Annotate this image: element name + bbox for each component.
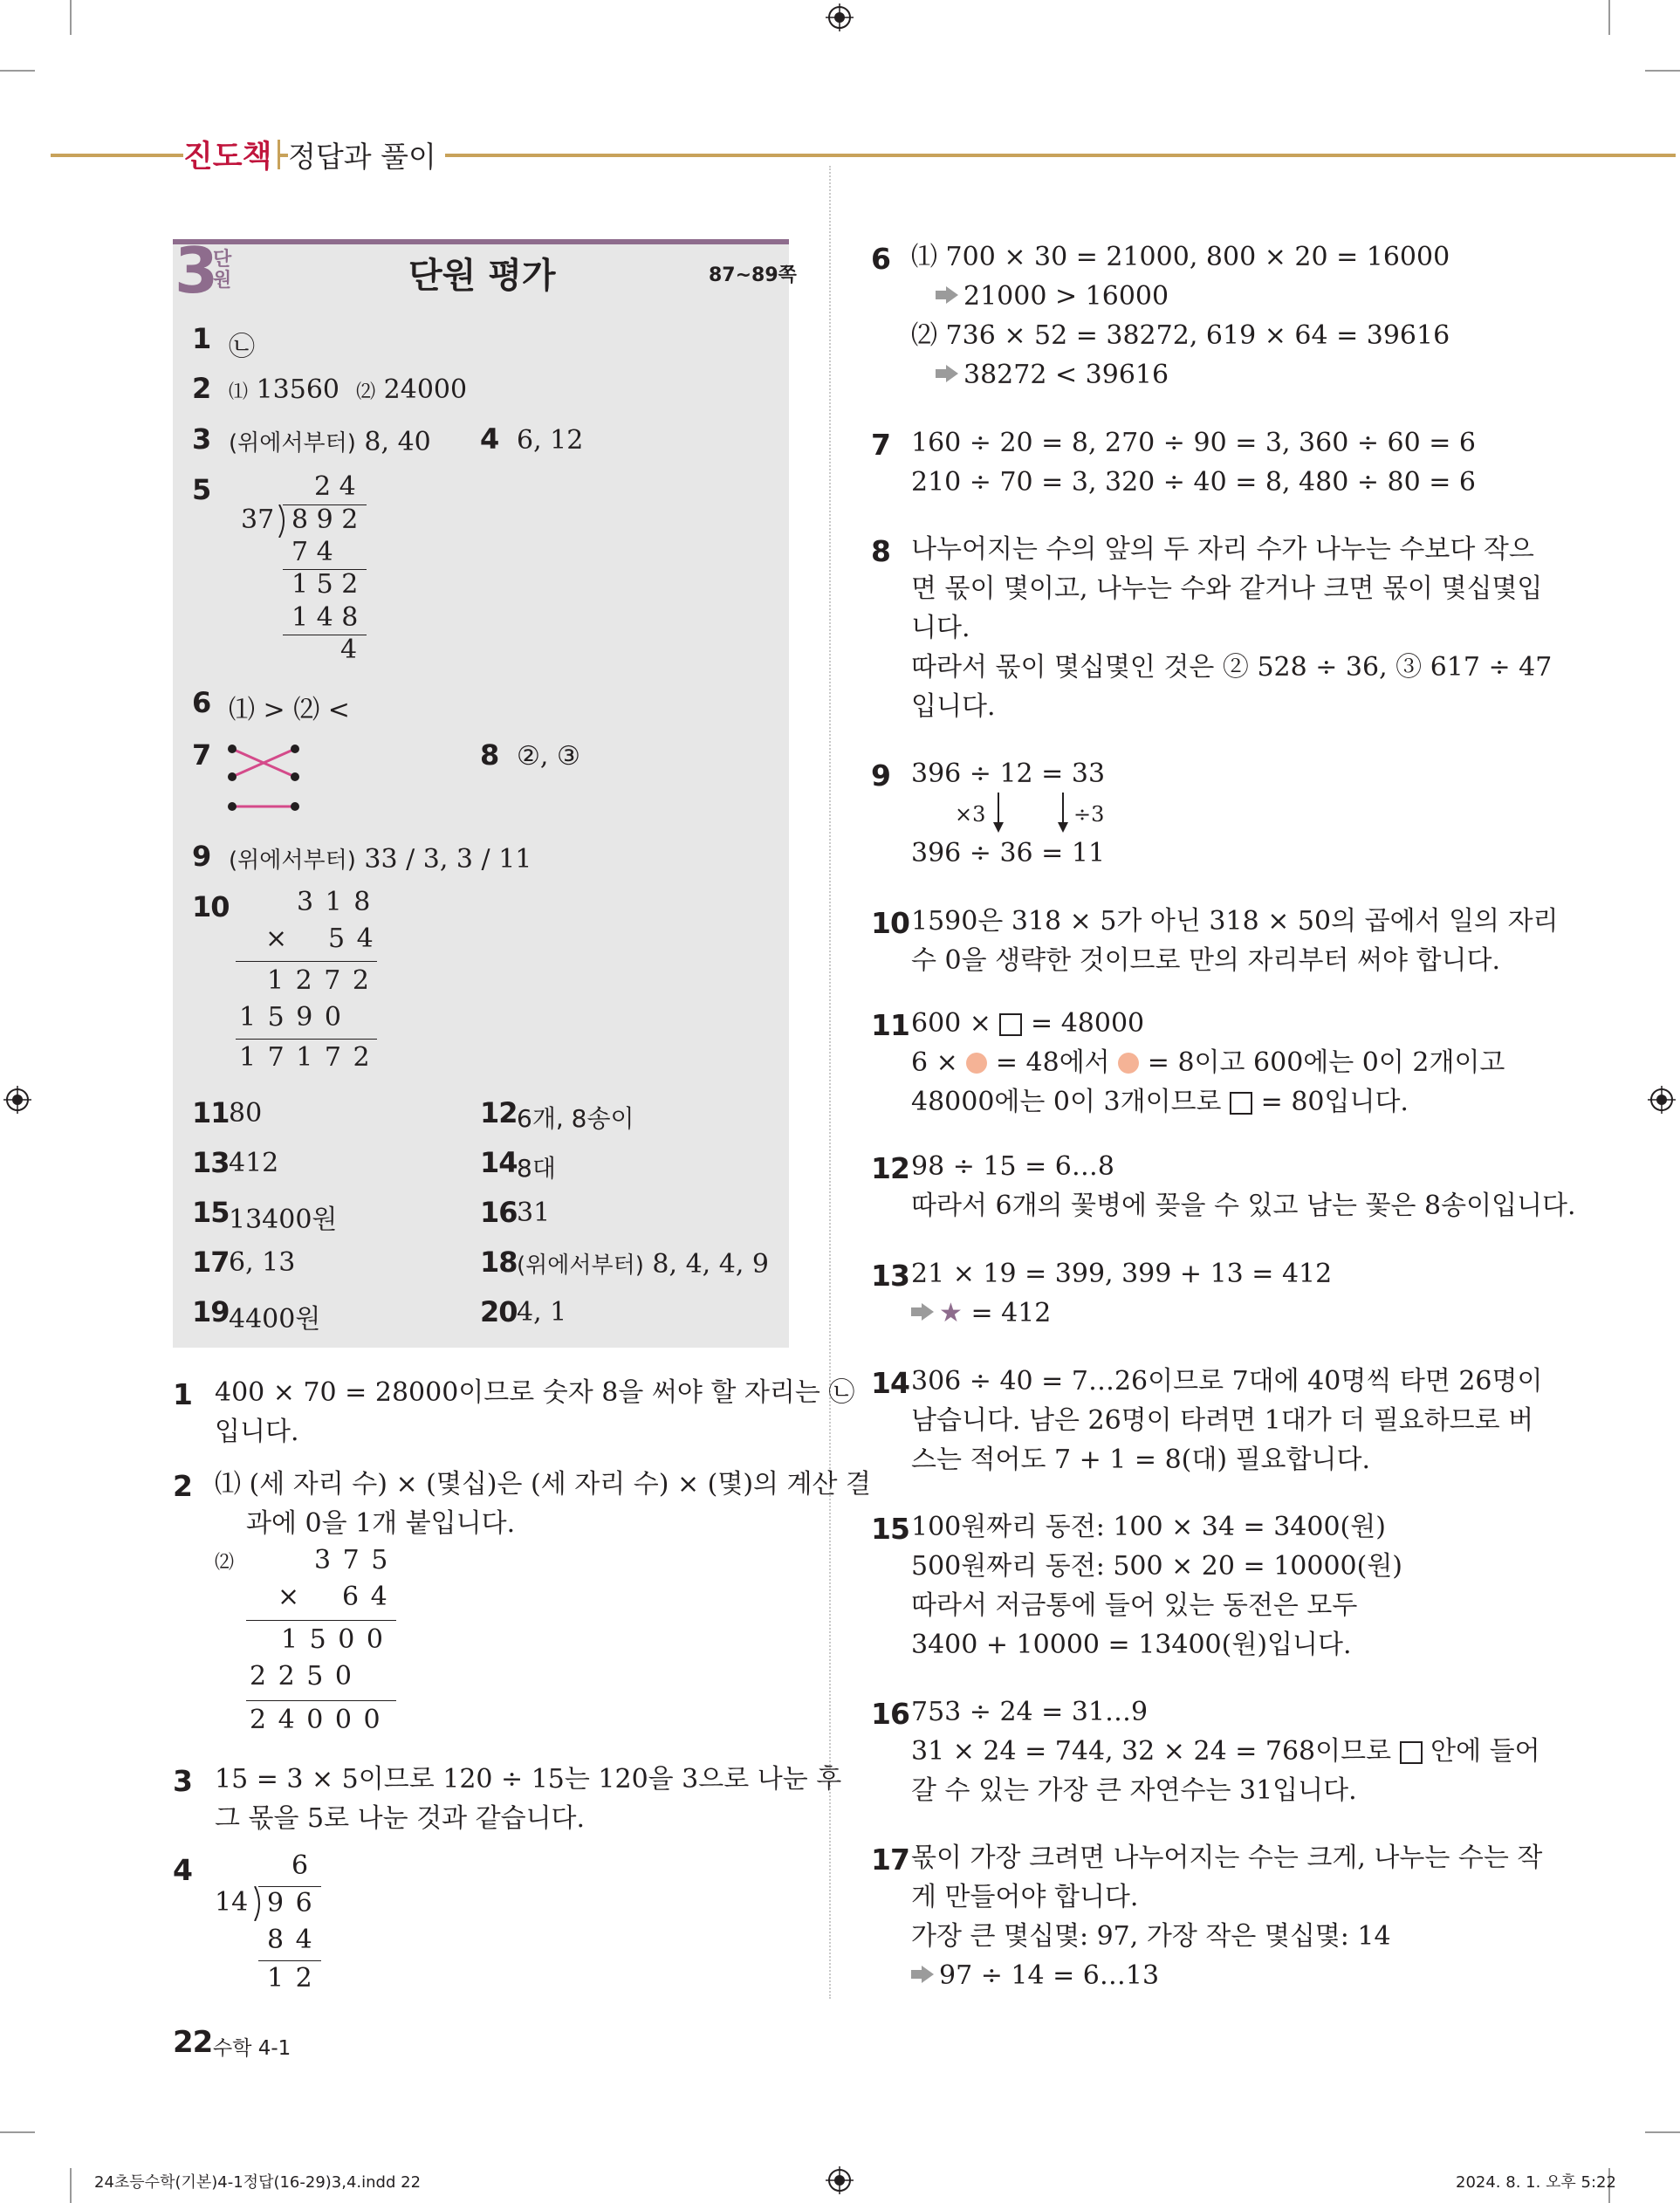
answer-number: 11 xyxy=(192,1096,230,1129)
mul-top: 3 7 5 xyxy=(314,1545,390,1575)
solution-line xyxy=(911,1082,1409,1122)
arrow-icon xyxy=(922,1966,934,1983)
answer-number: 3 xyxy=(192,422,211,456)
div-row: 7 4 xyxy=(291,537,333,567)
annotation: ×3 xyxy=(955,802,986,827)
value: 8, 4, 4, 9 xyxy=(652,1249,769,1280)
div-dividend: 8 9 2 xyxy=(291,504,359,535)
answer-number: 16 xyxy=(480,1196,518,1229)
label: ⑴ xyxy=(229,381,249,403)
solution-line: 15 = 3 × 5이므로 120 ÷ 15는 120을 3으로 나눈 후 xyxy=(215,1764,842,1795)
crop-mark xyxy=(1645,2131,1680,2133)
mul-partial: 1 5 0 0 xyxy=(281,1624,385,1655)
file-info: 24초등수학(기본)4-1정답(16-29)3,4.indd 22 xyxy=(94,2173,422,2192)
solution-line: 따라서 6개의 꽃병에 꽂을 수 있고 남는 꽃은 8송이입니다. xyxy=(911,1191,1576,1221)
answer-number: 20 xyxy=(480,1295,518,1328)
answer-13: 412 xyxy=(229,1148,279,1178)
mul-total: 2 4 0 0 0 xyxy=(250,1705,382,1735)
value: 21000 > 16000 xyxy=(963,281,1169,312)
answer-number: 2 xyxy=(192,372,211,405)
arrow-icon xyxy=(946,286,958,304)
orange-circle-icon xyxy=(1118,1053,1139,1074)
div-remainder: 1 2 xyxy=(267,1963,314,1994)
answer-9 xyxy=(229,842,531,875)
mul-line xyxy=(246,1620,396,1621)
answer-box-top-rule xyxy=(173,239,789,244)
prefix: (위에서부터) xyxy=(517,1252,644,1279)
solution-line: 396 ÷ 12 = 33 xyxy=(911,758,1106,789)
solution-line: 가장 큰 몇십몇: 97, 가장 작은 몇십몇: 14 xyxy=(911,1921,1391,1952)
answer-20: 4, 1 xyxy=(517,1297,567,1328)
solution-line: 게 만들어야 합니다. xyxy=(911,1882,1139,1912)
mul-bottom: 5 4 xyxy=(328,923,375,954)
text: = 48에서 xyxy=(995,1047,1110,1078)
solution-number: 14 xyxy=(871,1366,909,1400)
orange-circle-icon xyxy=(966,1053,987,1074)
annotation: ÷3 xyxy=(1073,802,1105,827)
value: = 412 xyxy=(970,1298,1052,1328)
solution-number: 9 xyxy=(871,758,890,793)
crop-mark xyxy=(1608,0,1610,35)
solution-line: 몫이 가장 크려면 나누어지는 수는 크게, 나누는 수는 작 xyxy=(911,1843,1543,1873)
prefix: (위에서부터) xyxy=(229,430,356,456)
answer-18 xyxy=(517,1247,769,1280)
mul-line xyxy=(246,1700,396,1701)
solution-number: 11 xyxy=(871,1008,909,1042)
answer-number: 18 xyxy=(480,1246,518,1279)
mul-total: 1 7 1 7 2 xyxy=(239,1042,372,1073)
answer-1: ㉡ xyxy=(229,332,255,362)
answer-number: 9 xyxy=(192,840,211,873)
answer-number: 14 xyxy=(480,1146,518,1179)
registration-mark-icon xyxy=(1648,1086,1676,1114)
div-row: 1 5 2 xyxy=(291,569,359,600)
answer-14: 8대 xyxy=(517,1154,556,1183)
solution-line: 160 ÷ 20 = 8, 270 ÷ 90 = 3, 360 ÷ 60 = 6 xyxy=(911,428,1476,458)
value: 13560 xyxy=(256,374,339,405)
solution-line: ⑴ (세 자리 수) × (몇십)은 (세 자리 수) × (몇)의 계산 결 xyxy=(215,1469,872,1500)
solution-number: 8 xyxy=(871,534,890,568)
crop-mark xyxy=(70,0,72,35)
answer-number: 5 xyxy=(192,473,211,506)
text: 31 × 24 = 744, 32 × 24 = 768이므로 xyxy=(911,1736,1392,1767)
answer-number: 10 xyxy=(192,890,230,923)
solution-line xyxy=(911,1294,1051,1333)
text: 6 × xyxy=(911,1047,958,1078)
solution-number: 2 xyxy=(173,1469,192,1503)
print-date: 2024. 8. 1. 오후 5:22 xyxy=(1456,2173,1616,2192)
answer-number: 8 xyxy=(480,738,499,772)
solution-line: 갈 수 있는 가장 큰 자연수는 31입니다. xyxy=(911,1775,1357,1806)
box-title: 단원 평가 xyxy=(408,256,556,296)
solution-line xyxy=(911,1732,1540,1771)
div-divisor: 14 xyxy=(215,1887,249,1918)
value: 8, 40 xyxy=(364,427,431,457)
unit-label: 단원 xyxy=(213,249,232,292)
answer-6: ⑴ > ⑵ < xyxy=(229,695,350,725)
page-number: 22 xyxy=(173,2025,213,2060)
solution-line xyxy=(936,355,1169,395)
answer-8: ②, ③ xyxy=(517,741,580,772)
answer-11: 80 xyxy=(229,1098,263,1129)
solution-number: 16 xyxy=(871,1697,909,1731)
answer-number: 12 xyxy=(480,1096,518,1129)
answer-2 xyxy=(229,374,467,405)
registration-mark-icon xyxy=(826,3,854,31)
solution-number: 1 xyxy=(173,1377,192,1411)
solution-line: ⑵ 736 × 52 = 38272, 619 × 64 = 39616 xyxy=(911,320,1450,351)
solution-line: 1590은 318 × 5가 아닌 318 × 50의 곱에서 일의 자리 xyxy=(911,906,1559,937)
crop-mark xyxy=(1645,70,1680,72)
div-bracket xyxy=(278,504,288,538)
answer-19: 4400원 xyxy=(229,1304,321,1335)
solution-line: 따라서 저금통에 들어 있는 동전은 모두 xyxy=(911,1590,1358,1621)
solution-line xyxy=(911,1956,1159,1995)
value: 97 ÷ 14 = 6…13 xyxy=(939,1960,1160,1991)
label: ⑵ xyxy=(356,381,376,403)
column-divider xyxy=(829,166,831,1999)
solution-line: 100원짜리 동전: 100 × 34 = 3400(원) xyxy=(911,1512,1386,1542)
div-line xyxy=(258,1960,321,1961)
div-dividend: 9 6 xyxy=(267,1888,314,1918)
mul-bottom: 6 4 xyxy=(342,1582,389,1612)
solution-number: 6 xyxy=(871,242,890,276)
solution-line xyxy=(911,1004,1144,1043)
mul-times: × xyxy=(278,1582,300,1612)
mul-partial: 1 2 7 2 xyxy=(267,965,371,996)
solution-line: 니다. xyxy=(911,613,970,643)
crop-mark xyxy=(0,70,35,72)
down-arrow-icon xyxy=(991,793,1005,834)
div-row: 1 4 8 xyxy=(291,602,359,633)
blank-square-icon xyxy=(1230,1092,1252,1115)
solution-line: 753 ÷ 24 = 31…9 xyxy=(911,1697,1149,1727)
solution-line: 500원짜리 동전: 500 × 20 = 10000(원) xyxy=(911,1551,1403,1582)
arrow-icon xyxy=(946,365,958,382)
value: 33 / 3, 3 / 11 xyxy=(364,844,532,875)
solution-number: 4 xyxy=(173,1853,192,1887)
text: 48000에는 0이 3개이므로 xyxy=(911,1087,1222,1117)
answer-12: 6개, 8송이 xyxy=(517,1104,634,1133)
text: 안에 들어 xyxy=(1430,1736,1540,1767)
solution-line: 396 ÷ 36 = 11 xyxy=(911,838,1106,868)
mul-line xyxy=(236,961,377,962)
div-remainder: 4 xyxy=(340,635,358,665)
solution-number: 10 xyxy=(871,906,909,940)
mul-partial: 1 5 9 0 xyxy=(239,1002,343,1033)
header-title: 진도책 xyxy=(183,133,278,176)
answer-number: 19 xyxy=(192,1295,230,1328)
answer-number: 4 xyxy=(480,422,499,456)
box-pages: 87~89쪽 xyxy=(709,264,797,286)
solution-line: 남습니다. 남은 26명이 타려면 1대가 더 필요하므로 버 xyxy=(911,1405,1534,1436)
solution-line: 3400 + 10000 = 13400(원)입니다. xyxy=(911,1630,1352,1660)
answer-number: 6 xyxy=(192,686,211,719)
value: 38272 < 39616 xyxy=(963,360,1169,390)
value: 24000 xyxy=(383,374,468,405)
mul-times: × xyxy=(265,923,288,954)
answer-number: 15 xyxy=(192,1196,230,1229)
solution-number: 3 xyxy=(173,1764,192,1798)
answer-15: 13400원 xyxy=(229,1204,338,1235)
matching-lines xyxy=(225,744,304,813)
answer-number: 17 xyxy=(192,1246,230,1279)
star-icon: ★ xyxy=(939,1298,963,1328)
solution-line: 98 ÷ 15 = 6…8 xyxy=(911,1151,1114,1182)
solution-line: 스는 적어도 7 + 1 = 8(대) 필요합니다. xyxy=(911,1445,1371,1475)
div-divisor: 37 xyxy=(241,504,275,535)
solution-line: 따라서 몫이 몇십몇인 것은 ② 528 ÷ 36, ③ 617 ÷ 47 xyxy=(911,652,1553,683)
solution-number: 15 xyxy=(871,1512,909,1546)
solution-line: 21 × 19 = 399, 399 + 13 = 412 xyxy=(911,1259,1333,1289)
solution-line xyxy=(911,1043,1505,1082)
answer-number: 13 xyxy=(192,1146,230,1179)
text: = 80입니다. xyxy=(1260,1087,1409,1117)
header-separator xyxy=(278,140,280,169)
solution-line: 그 몫을 5로 나눈 것과 같습니다. xyxy=(215,1803,586,1834)
div-bar xyxy=(258,1886,321,1887)
mul-top: 3 1 8 xyxy=(297,887,373,917)
answer-number: 1 xyxy=(192,322,211,355)
blank-square-icon xyxy=(1400,1741,1423,1764)
solution-line xyxy=(936,277,1169,316)
solution-line: 수 0을 생략한 것이므로 만의 자리부터 써야 합니다. xyxy=(911,945,1500,976)
book-title: 수학 4-1 xyxy=(213,2037,291,2060)
solution-line: 입니다. xyxy=(215,1417,299,1447)
solution-line: ⑴ 700 × 30 = 21000, 800 × 20 = 16000 xyxy=(911,242,1450,272)
header-subtitle: 정답과 풀이 xyxy=(288,134,445,175)
div-quotient: 2 4 xyxy=(314,471,356,502)
answer-16: 31 xyxy=(517,1198,551,1228)
solution-line: 306 ÷ 40 = 7…26이므로 7대에 40명씩 타면 26명이 xyxy=(911,1366,1543,1397)
div-row: 8 4 xyxy=(267,1925,314,1955)
solution-line: 400 × 70 = 28000이므로 숫자 8을 써야 할 자리는 ㉡ xyxy=(215,1377,855,1408)
prefix: (위에서부터) xyxy=(229,848,356,874)
mul-line xyxy=(236,1039,377,1040)
solution-line: 면 몫이 몇이고, 나누는 수와 같거나 크면 몫이 몇십몇입 xyxy=(911,573,1543,604)
crop-mark xyxy=(70,2168,72,2203)
solution-line: 나누어지는 수의 앞의 두 자리 수가 나누는 수보다 작으 xyxy=(911,534,1534,565)
solution-number: 13 xyxy=(871,1259,909,1293)
answer-4: 6, 12 xyxy=(517,425,584,456)
solution-line: 과에 0을 1개 붙입니다. xyxy=(246,1508,516,1539)
text: = 48000 xyxy=(1031,1008,1145,1039)
solution-line: 210 ÷ 70 = 3, 320 ÷ 40 = 8, 480 ÷ 80 = 6 xyxy=(911,467,1476,498)
blank-square-icon xyxy=(999,1013,1022,1036)
text: 600 × xyxy=(911,1008,991,1039)
unit-number: 3 xyxy=(175,234,219,307)
sub-label: ⑵ xyxy=(215,1552,235,1574)
answer-17: 6, 13 xyxy=(229,1247,296,1278)
registration-mark-icon xyxy=(3,1086,31,1114)
registration-mark-icon xyxy=(826,2166,854,2194)
text: = 8이고 600에는 0이 2개이고 xyxy=(1147,1047,1505,1078)
mul-partial: 2 2 5 0 xyxy=(250,1661,353,1692)
solution-number: 7 xyxy=(871,428,890,462)
solution-number: 12 xyxy=(871,1151,909,1185)
answer-number: 7 xyxy=(192,738,211,772)
div-bracket xyxy=(253,1886,264,1921)
solution-line: 입니다. xyxy=(911,691,996,722)
solution-number: 17 xyxy=(871,1843,909,1877)
crop-mark xyxy=(0,2131,35,2133)
matching-diagram xyxy=(225,744,304,813)
down-arrow-icon xyxy=(1056,793,1070,834)
answer-3 xyxy=(229,425,431,457)
div-quotient: 6 xyxy=(291,1850,309,1881)
arrow-icon xyxy=(922,1303,934,1321)
